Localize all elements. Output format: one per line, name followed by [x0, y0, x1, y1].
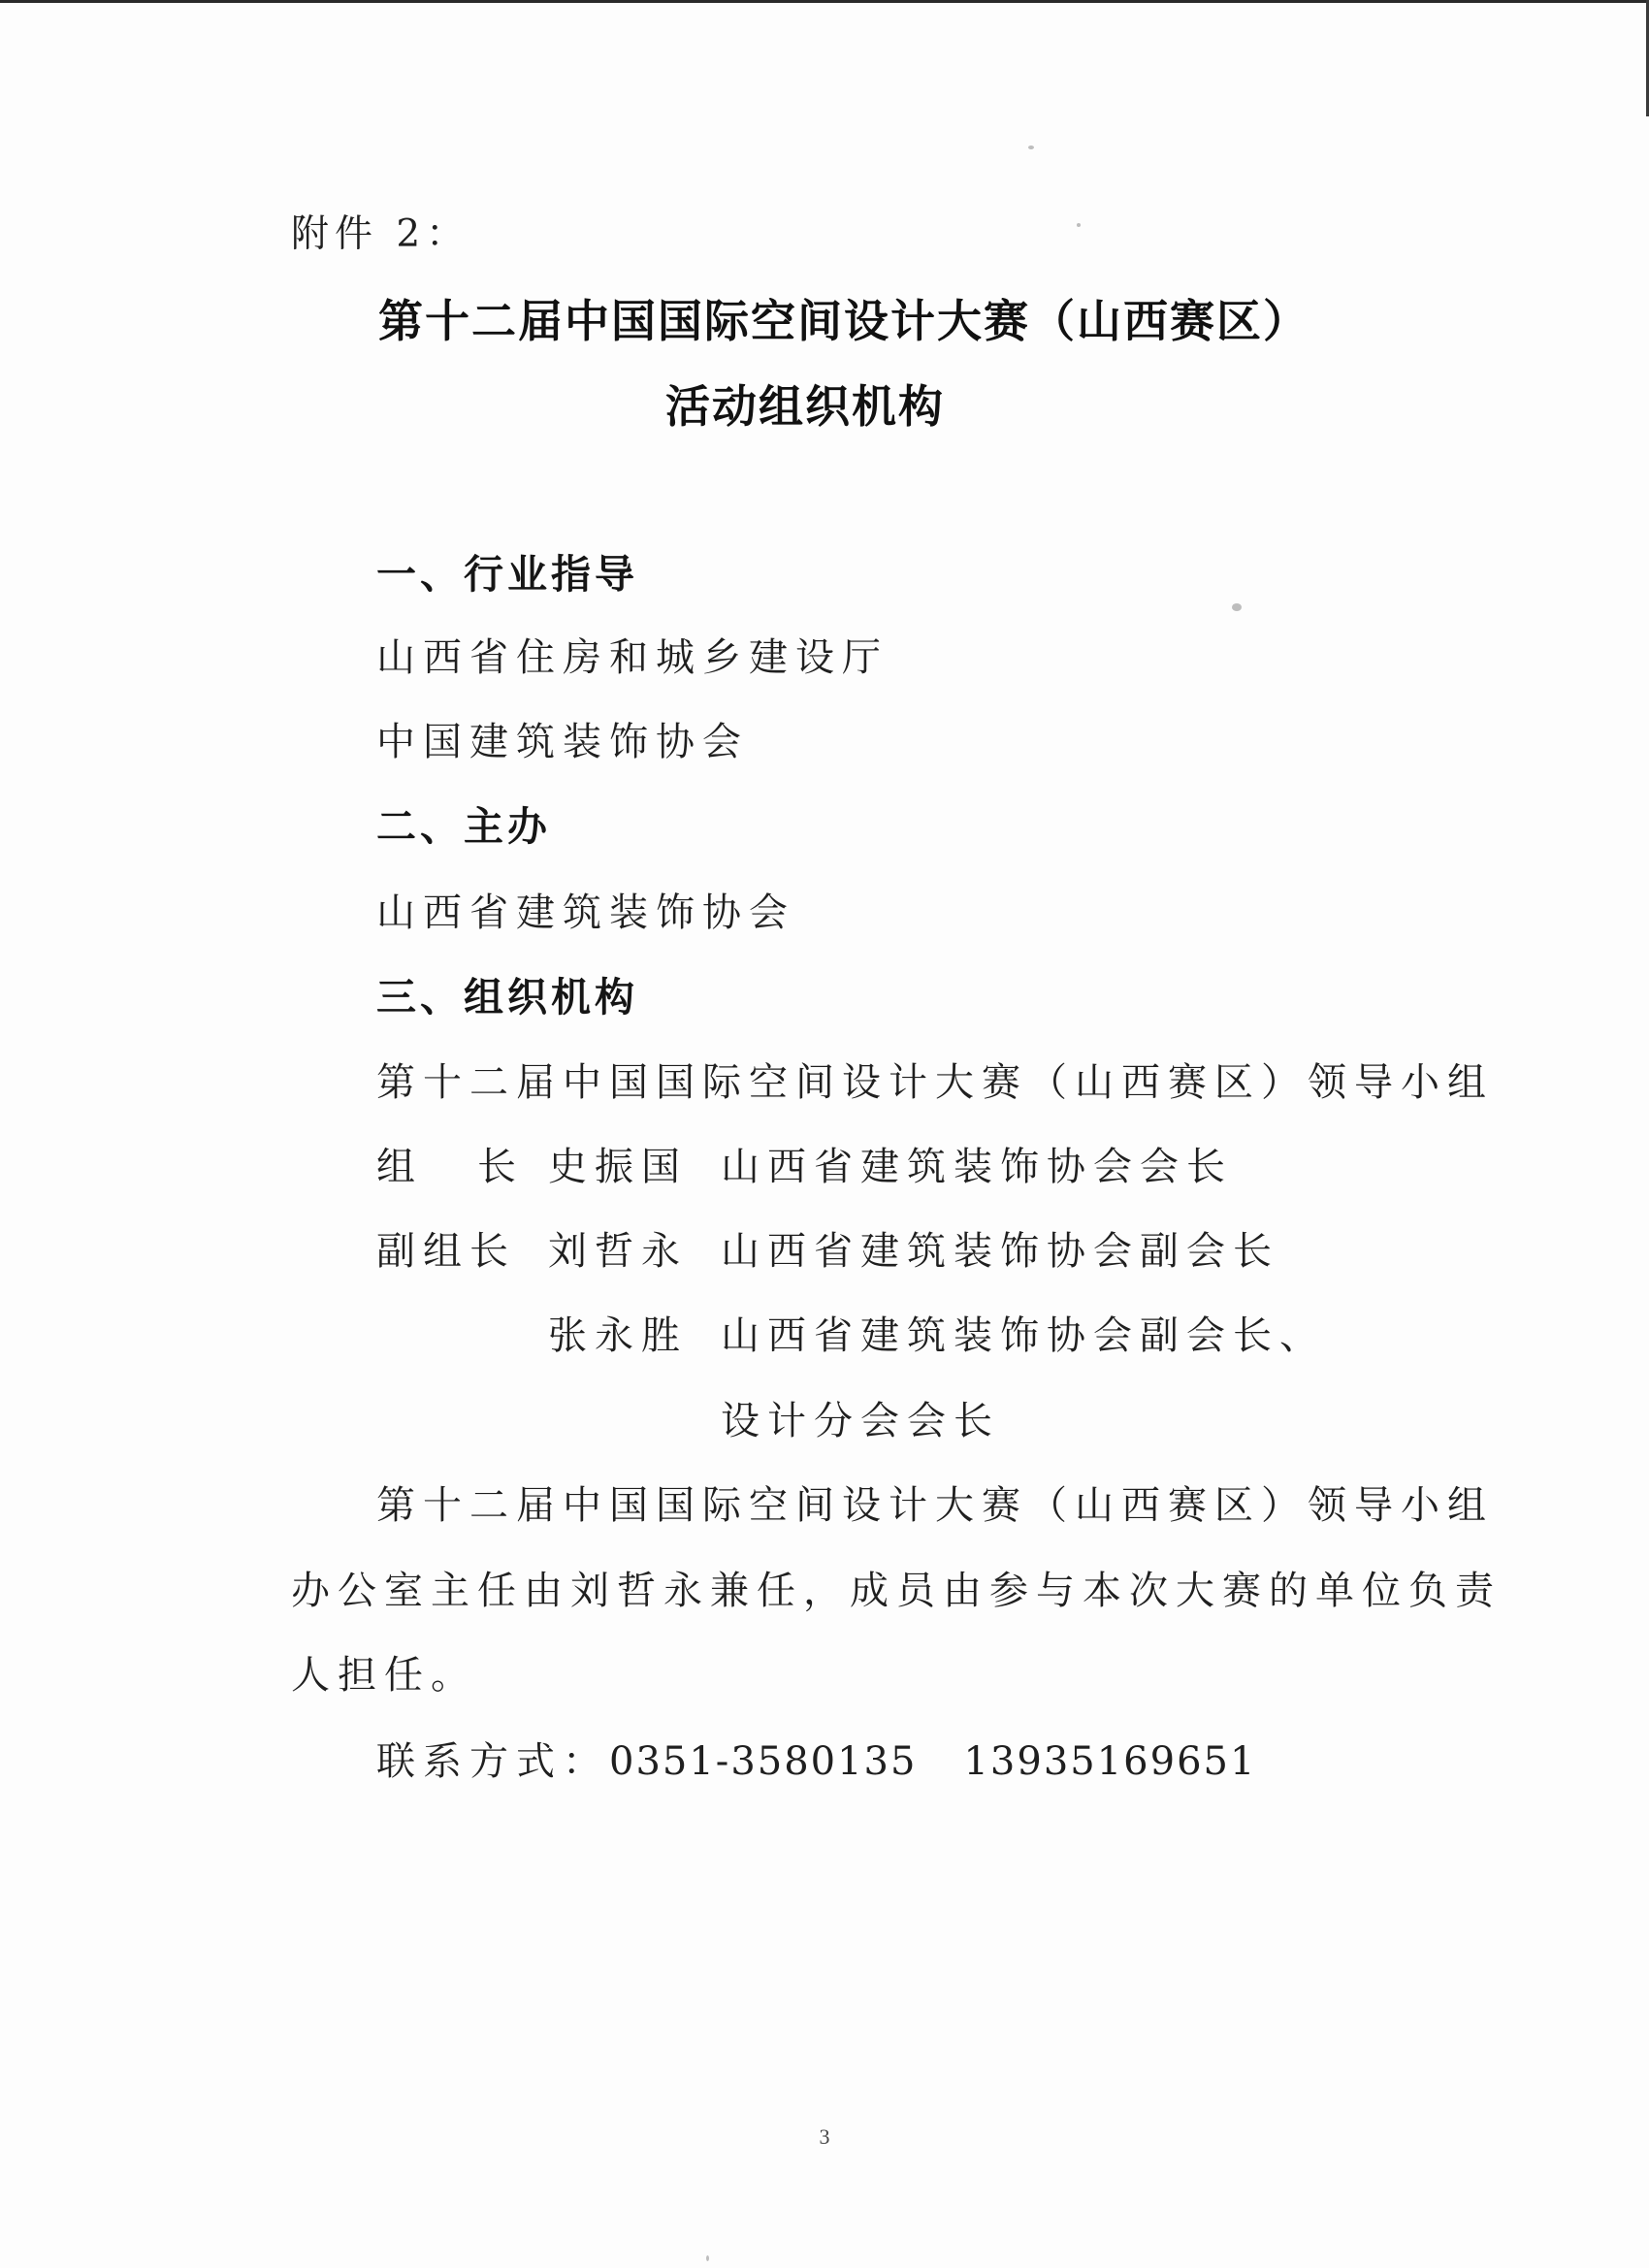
section-heading-guidance: 一、行业指导 [376, 551, 638, 598]
member-title-continued: 设计分会会长 [721, 1399, 1000, 1443]
contact-line [376, 1739, 1257, 1784]
attachment-label: 附件 2： [291, 212, 470, 256]
scan-speck [706, 2255, 709, 2261]
document-title-line2: 活动组织机构 [665, 380, 945, 433]
member-role: 组 长 [376, 1145, 528, 1189]
member-title: 山西省建筑装饰协会会长 [721, 1145, 1233, 1189]
page-number: 3 [819, 2124, 830, 2149]
leadership-group-name: 第十二届中国国际空间设计大赛（山西赛区）领导小组 [376, 1060, 1494, 1105]
guidance-item: 山西省住房和城乡建设厅 [376, 635, 889, 680]
scan-speck [1077, 223, 1081, 227]
contact-phone-2: 13935169651 [963, 1739, 1257, 1784]
section-heading-host: 二、主办 [376, 803, 551, 850]
member-title: 山西省建筑装饰协会副会长、 [721, 1313, 1326, 1358]
contact-phone-1: 0351-3580135 [609, 1739, 918, 1784]
guidance-item: 中国建筑装饰协会 [376, 720, 749, 764]
member-name: 史振国 [548, 1145, 688, 1189]
host-item: 山西省建筑装饰协会 [376, 891, 795, 935]
member-role: 副组长 [376, 1229, 516, 1274]
office-paragraph-line: 第十二届中国国际空间设计大赛（山西赛区）领导小组 [376, 1483, 1494, 1528]
scan-speck [1232, 603, 1242, 611]
office-paragraph-line: 人担任。 [291, 1653, 477, 1698]
document-title-line1: 第十二届中国国际空间设计大赛（山西赛区） [378, 295, 1310, 347]
member-name: 刘哲永 [548, 1229, 688, 1274]
contact-label: 联系方式： [376, 1739, 609, 1784]
section-heading-organization: 三、组织机构 [376, 974, 638, 1021]
member-name: 张永胜 [548, 1313, 688, 1358]
scan-speck [1028, 146, 1034, 149]
member-title: 山西省建筑装饰协会副会长 [721, 1229, 1279, 1274]
office-paragraph-line: 办公室主任由刘哲永兼任，成员由参与本次大赛的单位负责 [291, 1569, 1502, 1613]
scan-edge-top [0, 0, 1649, 3]
